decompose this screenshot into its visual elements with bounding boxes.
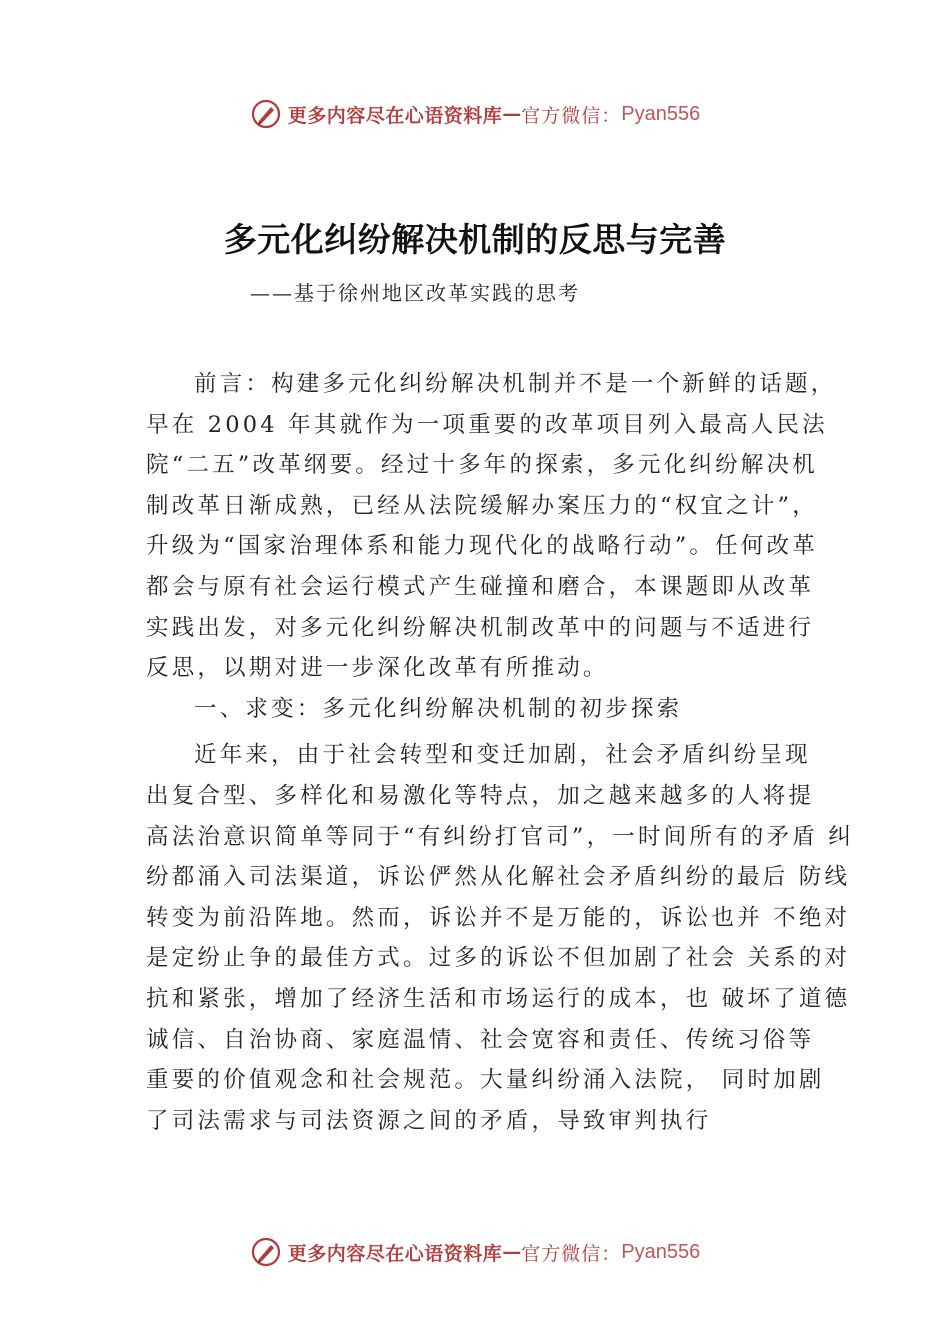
paragraph-line: 升级为“国家治理体系和能力现代化的战略行动”。任何改革 [146,533,818,560]
paragraph-line: 了司法需求与司法资源之间的矛盾，导致审判执行 [146,1107,712,1134]
paragraph-line: 近年来，由于社会转型和变迁加剧，社会矛盾纠纷呈现 [194,742,811,769]
banner-wechat-id: Pyan556 [621,102,701,125]
document-body [146,364,854,1141]
footer-watermark-banner [0,1232,950,1272]
banner-text: 更多内容尽在心语资料库 [287,1242,503,1265]
pen-logo-icon [250,98,282,130]
document-subtitle: ——基于徐州地区改革实践的思考 [250,281,580,305]
banner-wechat-label: 官方微信： [521,104,622,127]
paragraph-line: 抗和紧张，增加了经济生活和市场运行的成本，也 破坏了道德 [146,985,851,1012]
paragraph-line: 实践出发，对多元化纠纷解决机制改革中的问题与不适进行 [146,614,815,641]
banner-wechat-id: Pyan556 [621,1240,701,1263]
paragraph-line: 高法治意识简单等同于“有纠纷打官司”，一时间所有的矛盾 纠 [146,823,854,850]
banner-separator: — [502,1241,522,1263]
section-heading: 一、求变：多元化纠纷解决机制的初步探索 [194,695,683,722]
paragraph-line: 前言：构建多元化纠纷解决机制并不是一个新鲜的话题， [194,371,837,397]
banner-wechat-label: 官方微信： [521,1242,622,1265]
paragraph-line: 转变为前沿阵地。然而，诉讼并不是万能的，诉讼也并 不绝对 [146,904,851,931]
banner-separator: — [502,103,522,125]
paragraph-line: 是定纷止争的最佳方式。过多的诉讼不但加剧了社会 关系的对 [146,945,851,972]
document-title: 多元化纠纷解决机制的反思与完善 [223,220,727,259]
paragraph-line: 重要的价值观念和社会规范。大量纠纷涌入法院， 同时加剧 [146,1067,825,1094]
paragraph-line: 制改革日渐成熟，已经从法院缓解办案压力的“权宜之计”， [146,492,818,519]
paragraph-line: 早在 2004 年其就作为一项重要的改革项目列入最高人民法 [146,411,828,438]
paragraph-line: 纷都涌入司法渠道，诉讼俨然从化解社会矛盾纠纷的最后 防线 [146,864,851,891]
header-watermark-banner [0,94,950,134]
banner-text: 更多内容尽在心语资料库 [287,104,503,127]
paragraph-line: 都会与原有社会运行模式产生碰撞和磨合，本课题即从改革 [146,573,815,600]
paragraph-line: 诚信、自治协商、家庭温情、社会宽容和责任、传统习俗等 [146,1026,815,1053]
paragraph-line: 院“二五”改革纲要。经过十多年的探索，多元化纠纷解决机 [146,452,818,479]
paragraph-line: 反思，以期对进一步深化改革有所推动。 [146,655,609,682]
pen-logo-icon [250,1236,282,1268]
paragraph-line: 出复合型、多样化和易激化等特点，加之越来越多的人将提 [146,782,815,809]
